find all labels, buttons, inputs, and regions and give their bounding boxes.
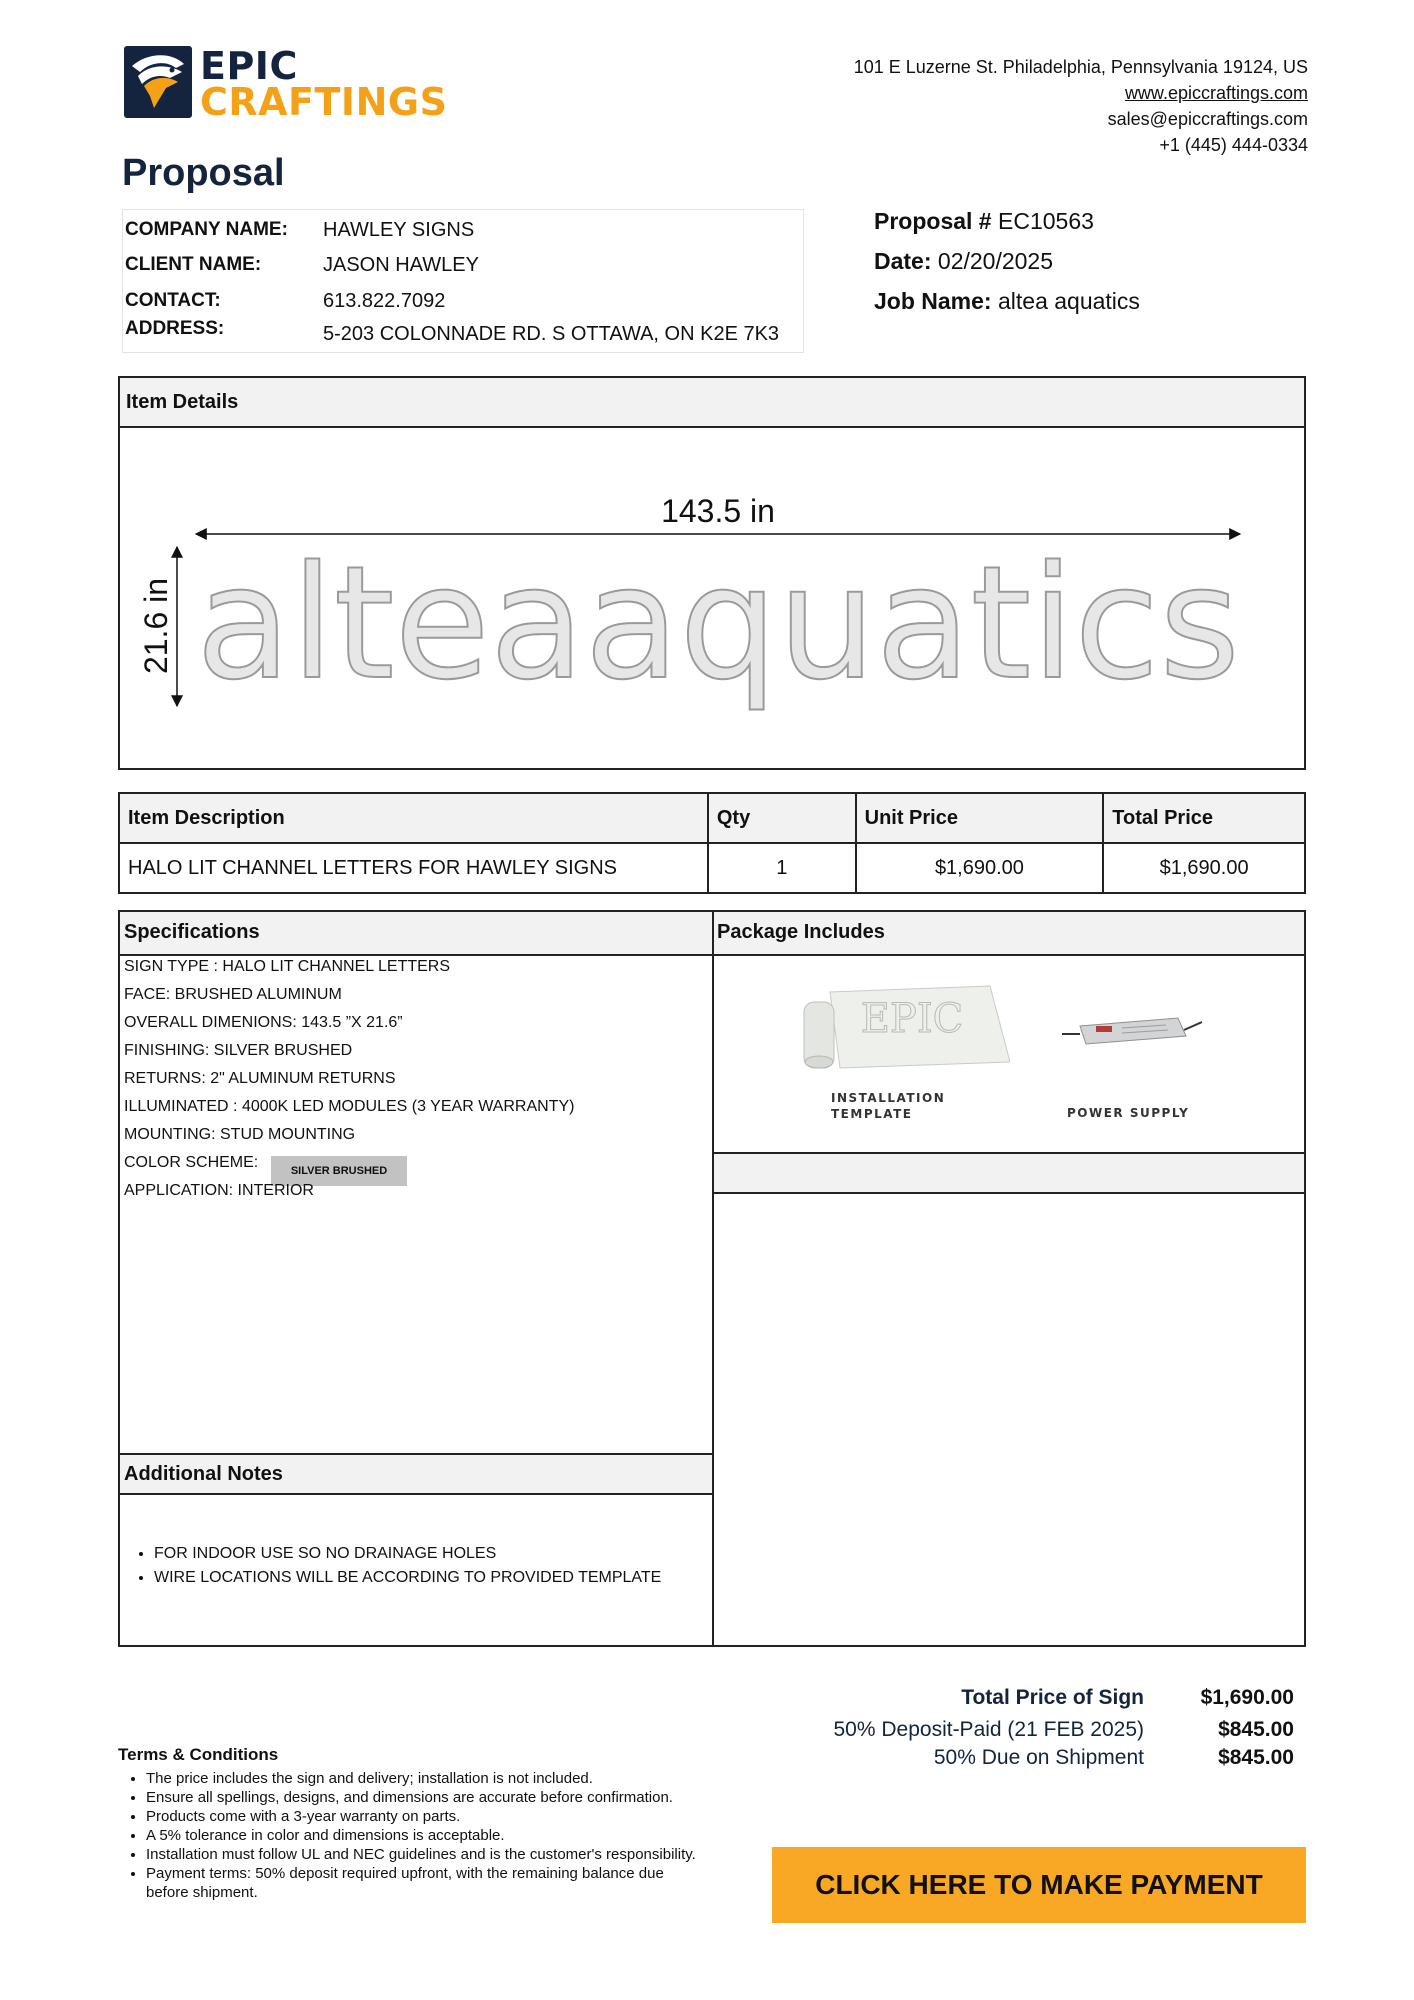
page-title: Proposal	[122, 152, 285, 194]
table-row	[119, 843, 1305, 893]
total-price-label: Total Price of Sign	[961, 1686, 1144, 1709]
spec-returns: RETURNS: 2" ALUMINUM RETURNS	[124, 1070, 396, 1087]
due-on-shipment-value: $845.00	[1218, 1746, 1294, 1769]
specifications-package-section	[118, 910, 1306, 1647]
spec-dimensions: OVERALL DIMENIONS: 143.5 ”X 21.6”	[124, 1014, 403, 1031]
item-total-price-cell: $1,690.00	[1103, 843, 1305, 893]
item-details-section	[118, 376, 1306, 770]
company-name-label: COMPANY NAME:	[125, 219, 288, 240]
terms-list	[146, 1769, 706, 1902]
power-supply-icon	[1062, 1012, 1202, 1052]
spec-face: FACE: BRUSHED ALUMINUM	[124, 986, 342, 1003]
installation-template-caption: INSTALLATION TEMPLATE	[831, 1091, 946, 1121]
eagle-logo-icon	[124, 46, 192, 118]
terms-heading: Terms & Conditions	[118, 1745, 279, 1764]
deposit-value: $845.00	[1218, 1718, 1294, 1741]
spec-illuminated: ILLUMINATED : 4000K LED MODULES (3 YEAR WARRANTY)	[124, 1098, 575, 1115]
company-address: 101 E Luzerne St. Philadelphia, Pennsylvania 19124, US	[853, 57, 1308, 77]
package-empty-band	[714, 1154, 1304, 1192]
header-total-price: Total Price	[1103, 793, 1305, 843]
make-payment-button[interactable]: CLICK HERE TO MAKE PAYMENT	[772, 1847, 1306, 1923]
list-item: • Products come with a 3-year warranty on parts.	[146, 1807, 706, 1826]
list-item: • A 5% tolerance in color and dimensions is acceptable.	[146, 1826, 706, 1845]
installation-template-icon	[800, 982, 1010, 1072]
spec-application: APPLICATION: INTERIOR	[124, 1182, 314, 1199]
template-watermark-text: EPIC	[860, 996, 964, 1042]
contact-label: CONTACT:	[125, 290, 221, 311]
spec-finishing: FINISHING: SILVER BRUSHED	[124, 1042, 353, 1059]
company-name-value: HAWLEY SIGNS	[323, 219, 475, 241]
items-table-header	[119, 793, 1305, 843]
company-phone: +1 (445) 444-0334	[1159, 135, 1308, 155]
contact-value: 613.822.7092	[323, 290, 446, 312]
additional-notes-list	[154, 1542, 661, 1590]
spec-column-divider	[712, 912, 714, 1645]
spec-mounting: MOUNTING: STUD MOUNTING	[124, 1126, 356, 1143]
specifications-heading: Specifications	[124, 921, 260, 943]
sign-text-preview: alteaaquatics	[196, 532, 1240, 714]
list-item: • Payment terms: 50% deposit required upfront, with the remaining balance due before shipment.	[146, 1864, 706, 1902]
website-link[interactable]: www.epiccraftings.com	[1124, 83, 1308, 103]
company-logo	[124, 44, 454, 124]
color-swatch: SILVER BRUSHED	[271, 1156, 407, 1186]
header-unit-price: Unit Price	[856, 793, 1104, 843]
additional-notes-heading: Additional Notes	[124, 1463, 283, 1485]
spec-sign-type: SIGN TYPE : HALO LIT CHANNEL LETTERS	[124, 958, 451, 975]
deposit-label: 50% Deposit-Paid (21 FEB 2025)	[833, 1718, 1144, 1741]
notes-divider-bottom	[120, 1493, 712, 1495]
items-table	[118, 792, 1306, 894]
item-details-heading: Item Details	[126, 391, 239, 413]
logo-text-craftings: CRAFTINGS	[200, 80, 448, 124]
proposal-job-name: Job Name: altea aquatics	[874, 288, 1140, 314]
height-dimension-label: 21.6 in	[138, 577, 174, 675]
proposal-date: Date: 02/20/2025	[874, 248, 1054, 274]
company-contact-block	[854, 54, 1308, 158]
package-divider-bottom	[714, 1192, 1304, 1194]
item-details-header	[120, 378, 1304, 428]
item-qty-cell: 1	[708, 843, 856, 893]
client-name-label: CLIENT NAME:	[125, 254, 262, 275]
client-info-box	[122, 209, 804, 353]
package-includes-heading: Package Includes	[717, 921, 885, 943]
list-item: • WIRE LOCATIONS WILL BE ACCORDING TO PROVIDED TEMPLATE	[154, 1566, 661, 1590]
spec-color-scheme: COLOR SCHEME:	[124, 1154, 259, 1171]
logo-text-epic: EPIC	[200, 44, 298, 88]
header-item-description: Item Description	[119, 793, 708, 843]
list-item: • Ensure all spellings, designs, and dimensions are accurate before confirmation.	[146, 1788, 706, 1807]
item-description-cell: HALO LIT CHANNEL LETTERS FOR HAWLEY SIGNS	[119, 843, 708, 893]
due-on-shipment-label: 50% Due on Shipment	[933, 1746, 1144, 1769]
list-item: • FOR INDOOR USE SO NO DRAINAGE HOLES	[154, 1542, 661, 1566]
power-supply-caption: POWER SUPPLY	[1067, 1106, 1190, 1120]
proposal-number: Proposal # EC10563	[874, 208, 1094, 234]
list-item: • The price includes the sign and delivery; installation is not included.	[146, 1769, 706, 1788]
address-label: ADDRESS:	[125, 318, 225, 339]
total-price-value: $1,690.00	[1200, 1686, 1294, 1709]
width-dimension-label: 143.5 in	[661, 493, 775, 529]
company-email: sales@epiccraftings.com	[1107, 109, 1308, 129]
sign-mockup-drawing	[120, 430, 1304, 768]
address-value: 5-203 COLONNADE RD. S OTTAWA, ON K2E 7K3	[323, 323, 780, 345]
client-name-value: JASON HAWLEY	[323, 254, 479, 276]
header-qty: Qty	[708, 793, 856, 843]
list-item: • Installation must follow UL and NEC guidelines and is the customer's responsibility.	[146, 1845, 706, 1864]
item-unit-price-cell: $1,690.00	[856, 843, 1104, 893]
